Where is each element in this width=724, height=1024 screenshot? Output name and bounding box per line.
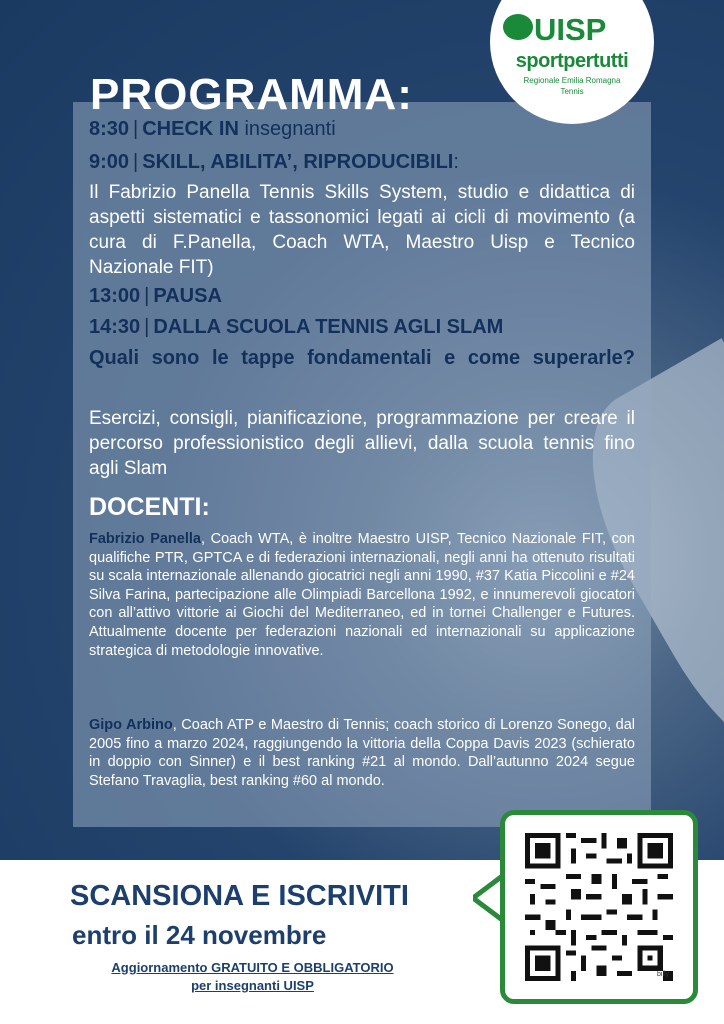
schedule-time: 8:30 [89, 118, 130, 140]
schedule-title: DALLA SCUOLA TENNIS AGLI SLAM [153, 316, 504, 338]
schedule-detail: insegnanti [244, 118, 336, 140]
docente-bio-arbino [89, 716, 635, 790]
docente-bio-panella [89, 530, 635, 660]
logo-tagline: sportpertutti [515, 50, 629, 72]
session-question: Quali sono le tappe fondamentali e come superarle? [89, 347, 635, 369]
separator: | [133, 118, 139, 140]
schedule-title: SKILL, ABILITA’, RIPRODUCIBILI [142, 151, 454, 173]
schedule-title: CHECK IN [142, 118, 239, 140]
schedule-time: 14:30 [89, 316, 141, 338]
schedule-item-pausa [89, 285, 635, 308]
schedule-time: 13:00 [89, 285, 141, 307]
schedule-time: 9:00 [89, 151, 130, 173]
docente-text: , Coach WTA, è inoltre Maestro UISP, Tecnico Nazionale FIT, con qualifiche PTR, GPTCA e di federazioni internazionali, negli anni ha ottenuto risultati su scala internazionale allenando giocatrici negli anni 1990, #37 Katia Piccolini e #24 Silva Farina, partecipazione alle Olimpiadi Barcellona 1992, e innumerevoli giocatori con all’attivo vittorie ai Giochi del Mediterraneo, ed in tornei Challenger e Futures. Attualmente docente per federazioni nazionali ed internazionali su applicazione strategica di metodologie innovative. [89, 531, 635, 659]
skill-description: Il Fabrizio Panella Tennis Skills System, studio e didattica di aspetti sistematici e tassonomici legati ai cicli di movimento (a cura di F.Panella, Coach WTA, Maestro Uisp e Tecnico Nazionale FIT) [89, 182, 635, 278]
cta-note-teachers: per insegnanti UISP [191, 978, 314, 993]
qr-code-icon[interactable] [525, 833, 673, 981]
cta-scan-subscribe: SCANSIONA E ISCRIVITI [70, 880, 409, 912]
docente-text: , Coach ATP e Maestro di Tennis; coach storico di Lorenzo Sonego, dal 2005 fino a marzo 2024, raggiungendo la vittoria della Coppa Davis 2023 (schierato in doppio con Sinner) e il best ranking #21 al mondo. Dall’autunno 2024 segue Stefano Travaglia, best ranking #60 al mondo. [89, 717, 635, 789]
logo-brand: UISP [534, 12, 607, 47]
slam-description: Esercizi, consigli, pianificazione, programmazione per creare il percorso professionistico degli allievi, dalla scuola tennis fino agli Slam [89, 408, 635, 479]
separator: | [133, 151, 139, 173]
docente-name: Gipo Arbino [89, 717, 173, 733]
schedule-item-skill [89, 151, 635, 174]
schedule-item-checkin [89, 118, 635, 141]
schedule-detail: : [453, 151, 459, 173]
separator: | [144, 285, 150, 307]
logo-sport: Tennis [560, 87, 584, 96]
cta-deadline: entro il 24 novembre [72, 920, 327, 950]
docente-name: Fabrizio Panella [89, 531, 201, 547]
schedule-title: PAUSA [153, 285, 222, 307]
qr-label: billy [657, 971, 670, 978]
docenti-heading: DOCENTI: [89, 493, 210, 521]
cta-note-free: Aggiornamento GRATUITO E OBBLIGATORIO [111, 960, 394, 975]
logo-region: Regionale Emilia Romagna [523, 76, 621, 85]
qr-code-frame[interactable] [500, 810, 698, 1004]
uisp-emblem-icon [503, 14, 533, 40]
separator: | [144, 316, 150, 338]
schedule-item-slam [89, 316, 635, 339]
page-title: PROGRAMMA: [90, 70, 413, 119]
